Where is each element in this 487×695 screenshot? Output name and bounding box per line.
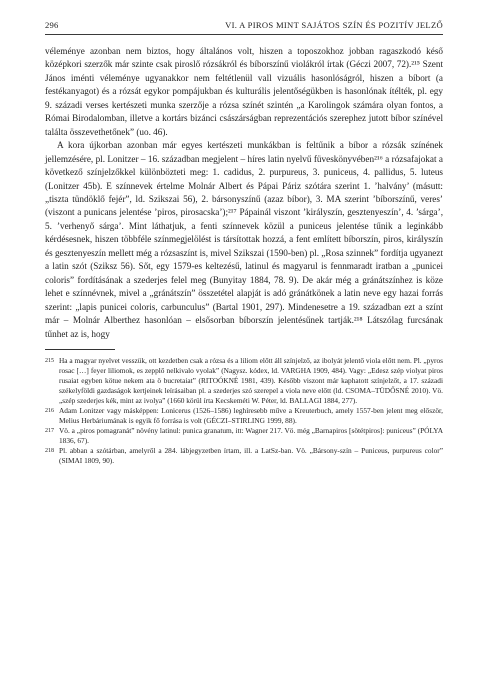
footnote-text: Pl. abban a szótárban, amelyről a 284. lábjegyzetben írtam, ill. a LatSz-ban. Vö. „Bársony-szín – Puniceus, purpureus color” (SIMAI 1809, 90). xyxy=(59,446,443,466)
footnote-number: 215 xyxy=(45,357,54,364)
footnote xyxy=(45,356,443,406)
page-number: 296 xyxy=(45,20,59,30)
footnote-text: Ha a magyar nyelvet vesszük, ott kezdetben csak a rózsa és a liliom előtt áll színjelző, az ibolyát jelentő viola előtt nem. Pl. „pyros rosac […] feyer liliomok, es zepplő nelkivalo vyolak” (Nagysz. kódex, ld. VARGHA 1909, 484). Vagy: „Edesz szép violyat piros rusaiat egyben kötue nekem ata ö bucretaiat” (RITOÓKNÉ 1981, 439). Később viszont már kaphatott színjelzőt, a 17. századi székelyföldi gazdaságok kertjeinek leírásaiban pl. a szederjes szó szerepel a viola neve előtt (ld. CSOMA–TÜDŐSNÉ 2010). Vö. „szép szederjes kék, mint az ivolya” (1660 körül írta Kecskeméti W. Péter, ld. BALLAGI 1884, 277). xyxy=(59,355,443,406)
footnote xyxy=(45,426,443,446)
running-title: VI. A PIROS MINT SAJÁTOS SZÍN ÉS POZITÍV JELZŐ xyxy=(225,20,443,30)
footnote-number: 218 xyxy=(45,448,54,455)
main-text xyxy=(45,45,443,341)
footnote xyxy=(45,406,443,426)
footnote-number: 217 xyxy=(45,428,54,435)
footnote-text: Vö. a „piros pomagranát” növény latinul: punica granatum, itt: Wagner 217. Vö. még „Barnapiros [sötétpiros]: puniceus” (PÓLYA 1836, 67). xyxy=(59,426,443,446)
paragraph: véleménye azonban nem biztos, hogy általános volt, hiszen a toposzokhoz jobban ragaszkodó késő középkori szerzők már szinte csak piroslő rózsákról és bíborszínű violákról írtak (Géczi 2007, 72).²¹⁵ Szent János iménti véleménye ugyanakkor nem feltétlenül vall vizuális hasonlóságról, hiszen a bíbort (a festékanyagot) és a rózsát egykor pompájukban és kulturális jelentőségükben is hasonlónak ítélték, pl. egy 9. századi verses kertészeti munka szerzője a rózsa színét szintén „a Karolingok számára olyan fontos, a Római Birodalomban, illetve a kortárs bizánci császárságban reprezentációs szerephez jutott bíbor színével találta összevethetőnek” (uo. 46). xyxy=(45,46,443,137)
footnote-divider xyxy=(45,349,115,350)
paragraph: A kora újkorban azonban már egyes kertészeti munkákban is feltűnik a bíbor a rózsák színének jellemzésére, pl. Lonitzer – 16. században megjelent – híres latin nyelvű füveskönyvében²¹⁶ a rózsafajokat a következő színjelzőkkel különbözteti meg: 1. cadidus, 2. purpureus, 3. puniceus, 4. pallidus, 5. luteus (Lonitzer 45b). E színnevek értelme Molnár Albert és Pápai Páriz szótára szerint 1. ’halvány’ (másutt: „tiszta tündöklő fejér”, ld. Szikszai 56), 2. bársonyszínű (azaz bíbor), 3. MA szerint ’bíborszínű, veres’ (viszont a punicans jelentése ’piros, pirosacska’);²¹⁷ Pápainál viszont ’királyszín, gesztenyeszín’, 4. ’sárga’, 5. ’verhenyő sárga’. Mint láthatjuk, a fenti színnevek közül a puniceus jelentése tűnik a leginkább kérdésesnek, hiszen többféle színmegjelölést is társítottak hozzá, a fent említett bíborszín, piros, királyszín és gesztenyeszín mellett még a rózsaszínt is, mivel Szikszai (1590-ben) pl. „Rosa szinnek” fordítja ugyanezt a latin szót (Sziksz 56). Sőt, egy 1579-es keltezésű, latinul és magyarul is fennmaradt iratban a „punicei coloris” fordításának a szederjes felel meg (Bunyitay 1884, 78. 9). De akár még a gránátszínhez is köze lehet e színnévnek, mivel a „gránátszín” összetétel alapját is adó gránátkönek a latin neve egy hazai forrás szerint: „lapis punicei coloris, carbunculus” (Bartal 1901, 297). Mindenesetre a 19. században ezt a színt már – Molnár Alberthez hasonlóan – elsősorban bíborszín jelentésűnek tartják.²¹⁸ Látszólag furcsának tűnhet az is, hogy xyxy=(45,140,444,339)
footnote-number: 216 xyxy=(45,408,54,415)
footnote xyxy=(45,446,443,466)
page-header xyxy=(45,20,443,35)
footnote-text: Adam Lonitzer vagy másképpen: Lonicerus (1526–1586) leghíresebb műve a Kreuterbuch, amely 1557-ben jelent meg először, Melius Herbáriumának is egyik fő forrása is volt (GÉCZI–STIRLING 1999, 88). xyxy=(59,406,443,426)
footnotes xyxy=(45,356,443,467)
